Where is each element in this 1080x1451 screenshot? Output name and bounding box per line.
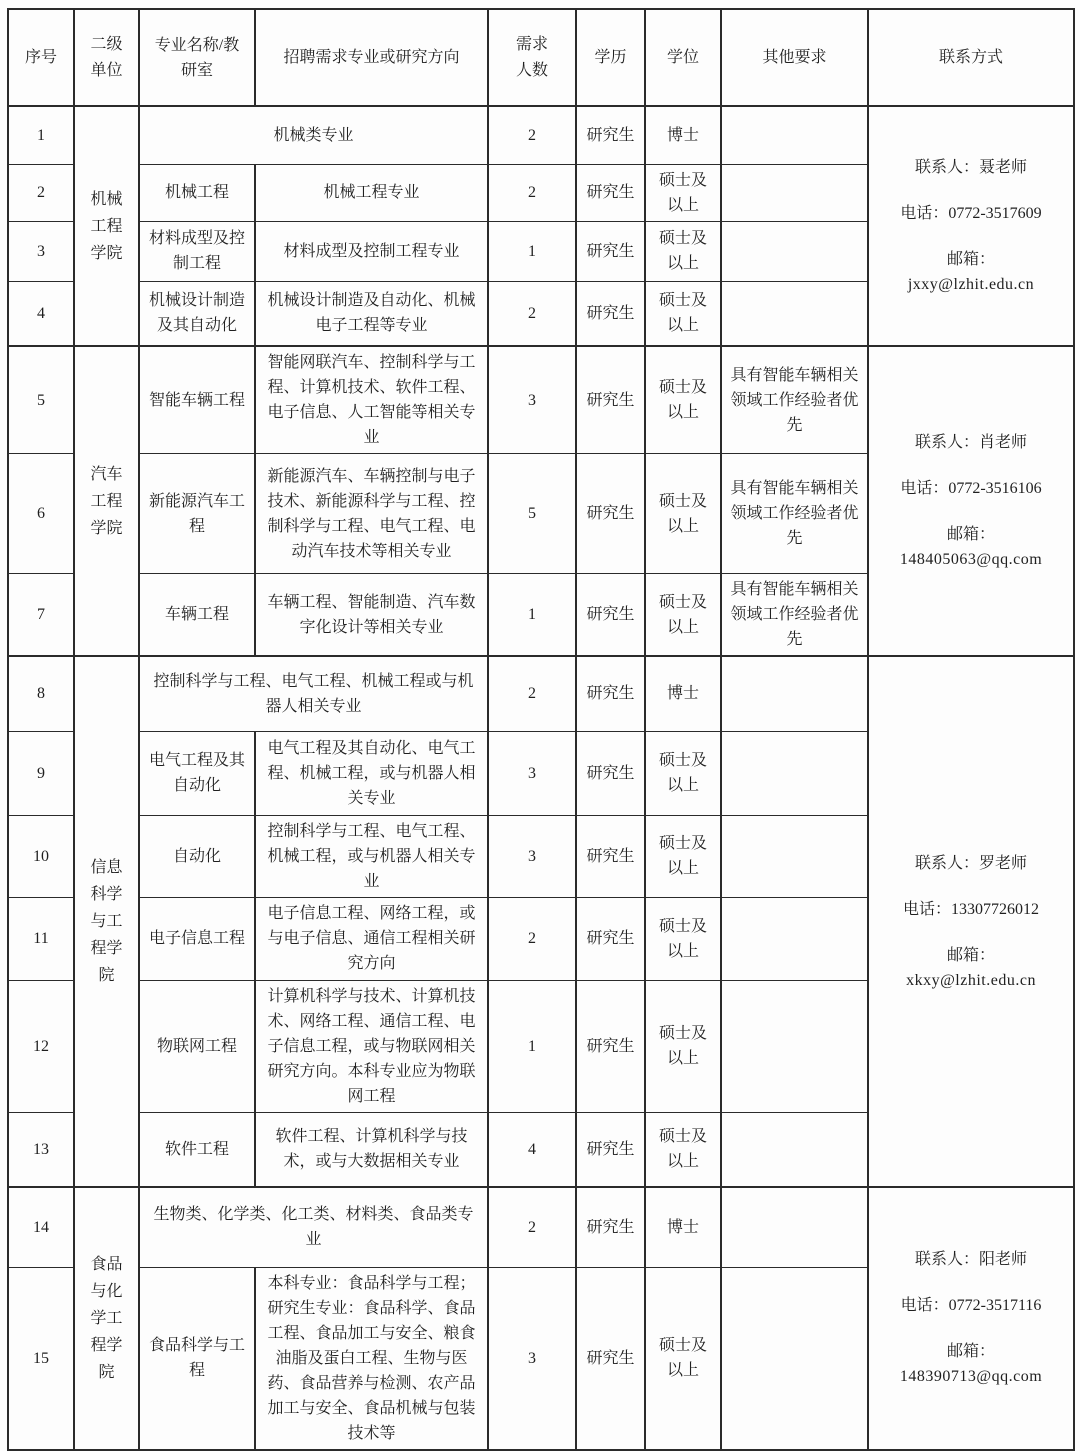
cell-serial: 15 — [8, 1267, 74, 1450]
cell-degree: 硕士及以上 — [645, 1267, 721, 1450]
cell-major: 软件工程、计算机科学与技术，或与大数据相关专业 — [255, 1112, 488, 1187]
cell-degree: 硕士及以上 — [645, 897, 721, 980]
cell-count: 3 — [488, 346, 576, 454]
cell-other — [721, 1267, 868, 1450]
table-row — [8, 1187, 1074, 1267]
cell-other — [721, 1187, 868, 1267]
cell-serial: 8 — [8, 656, 74, 731]
cell-other — [721, 106, 868, 164]
cell-degree: 硕士及以上 — [645, 731, 721, 815]
cell-education: 研究生 — [576, 574, 645, 657]
contact-mail: xkxy@lzhit.edu.cn — [906, 971, 1036, 989]
cell-degree: 硕士及以上 — [645, 346, 721, 454]
cell-contact — [868, 106, 1074, 346]
cell-major: 材料成型及控制工程专业 — [255, 221, 488, 281]
table-row — [8, 346, 1074, 454]
contact-mail: 148390713@qq.com — [899, 1368, 1043, 1386]
cell-major: 智能网联汽车、控制科学与工程、计算机技术、软件工程、电子信息、人工智能等相关专业 — [255, 346, 488, 454]
cell-major: 电气工程及其自动化、电气工程、机械工程，或与机器人相关专业 — [255, 731, 488, 815]
contact-phone: 电话：0772-3516106 — [900, 480, 1042, 497]
cell-count: 1 — [488, 574, 576, 657]
header-no: 序号 — [8, 9, 74, 106]
cell-serial: 2 — [8, 164, 74, 221]
cell-count: 5 — [488, 454, 576, 574]
header-contact: 联系方式 — [868, 9, 1074, 106]
cell-serial: 9 — [8, 731, 74, 815]
cell-degree: 博士 — [645, 656, 721, 731]
cell-count: 3 — [488, 1267, 576, 1450]
cell-count: 2 — [488, 106, 576, 164]
cell-major: 本科专业：食品科学与工程；研究生专业：食品科学、食品工程、食品加工与安全、粮食油脂及蛋白工程、生物与医药、食品营养与检测、农产品加工与安全、食品机械与包装技术等 — [255, 1267, 488, 1450]
cell-education: 研究生 — [576, 281, 645, 346]
contact-person: 联系人：罗老师 — [914, 854, 1027, 872]
cell-education: 研究生 — [576, 454, 645, 574]
cell-other: 具有智能车辆相关领域工作经验者优先 — [721, 346, 868, 454]
cell-serial: 13 — [8, 1112, 74, 1187]
cell-other: 具有智能车辆相关领域工作经验者优先 — [721, 574, 868, 657]
cell-major: 机械工程专业 — [255, 164, 488, 221]
cell-degree: 硕士及以上 — [645, 980, 721, 1112]
contact-phone: 电话：0772-3517609 — [900, 205, 1042, 222]
cell-education: 研究生 — [576, 1267, 645, 1450]
cell-office: 新能源汽车工程 — [139, 454, 255, 574]
unit-name: 机械工程学院 — [90, 190, 123, 262]
cell-serial: 11 — [8, 897, 74, 980]
cell-degree: 硕士及以上 — [645, 574, 721, 657]
cell-office: 电子信息工程 — [139, 897, 255, 980]
cell-other — [721, 164, 868, 221]
cell-count: 4 — [488, 1112, 576, 1187]
header-office: 专业名称/教研室 — [139, 9, 255, 106]
cell-count: 2 — [488, 281, 576, 346]
cell-contact — [868, 346, 1074, 656]
contact-phone: 电话：0772-3517116 — [900, 1297, 1042, 1315]
cell-degree: 硕士及以上 — [645, 281, 721, 346]
cell-serial: 10 — [8, 815, 74, 897]
cell-degree: 硕士及以上 — [645, 164, 721, 221]
header-count — [488, 9, 576, 106]
cell-degree: 硕士及以上 — [645, 454, 721, 574]
cell-contact — [868, 656, 1074, 1187]
cell-degree: 硕士及以上 — [645, 1112, 721, 1187]
cell-education: 研究生 — [576, 164, 645, 221]
contact-person: 联系人：阳老师 — [914, 1251, 1027, 1269]
cell-education: 研究生 — [576, 897, 645, 980]
cell-major: 机械类专业 — [139, 106, 488, 164]
cell-degree: 硕士及以上 — [645, 815, 721, 897]
header-unit — [74, 9, 139, 106]
cell-education: 研究生 — [576, 106, 645, 164]
recruitment-table — [7, 8, 1075, 1451]
contact-mail-label: 邮箱： — [946, 946, 995, 964]
cell-serial: 3 — [8, 221, 74, 281]
cell-office: 车辆工程 — [139, 574, 255, 657]
cell-other — [721, 281, 868, 346]
cell-major: 电子信息工程、网络工程，或与电子信息、通信工程相关研究方向 — [255, 897, 488, 980]
cell-education: 研究生 — [576, 980, 645, 1112]
cell-major: 控制科学与工程、电气工程、机械工程，或与机器人相关专业 — [255, 815, 488, 897]
unit-name: 食品与化学工程学院 — [90, 1255, 123, 1381]
cell-contact — [868, 1187, 1074, 1450]
cell-major: 新能源汽车、车辆控制与电子技术、新能源科学与工程、控制科学与工程、电气工程、电动汽车技术等相关专业 — [255, 454, 488, 574]
cell-count: 2 — [488, 897, 576, 980]
cell-education: 研究生 — [576, 1187, 645, 1267]
cell-education: 研究生 — [576, 656, 645, 731]
cell-office: 智能车辆工程 — [139, 346, 255, 454]
contact-mail-label: 邮箱： — [946, 1343, 995, 1361]
cell-degree: 博士 — [645, 106, 721, 164]
cell-serial: 5 — [8, 346, 74, 454]
cell-education: 研究生 — [576, 346, 645, 454]
cell-other — [721, 1112, 868, 1187]
cell-major: 生物类、化学类、化工类、材料类、食品类专业 — [139, 1187, 488, 1267]
contact-mail-label: 邮箱： — [946, 526, 995, 543]
table-row — [8, 656, 1074, 731]
cell-degree: 硕士及以上 — [645, 221, 721, 281]
header-count-label: 需求人数 — [515, 35, 548, 79]
header-unit-label: 二级单位 — [90, 35, 123, 79]
unit-name: 汽车工程学院 — [90, 465, 123, 537]
cell-major: 机械设计制造及自动化、机械电子工程等专业 — [255, 281, 488, 346]
contact-person: 联系人：肖老师 — [914, 434, 1027, 451]
cell-office: 机械工程 — [139, 164, 255, 221]
cell-serial: 1 — [8, 106, 74, 164]
cell-count: 1 — [488, 221, 576, 281]
cell-other — [721, 897, 868, 980]
cell-unit — [74, 346, 139, 656]
cell-unit — [74, 656, 139, 1187]
unit-name: 信息科学与工程学院 — [90, 859, 123, 984]
cell-serial: 12 — [8, 980, 74, 1112]
cell-count: 3 — [488, 815, 576, 897]
cell-office: 软件工程 — [139, 1112, 255, 1187]
cell-serial: 7 — [8, 574, 74, 657]
cell-office: 自动化 — [139, 815, 255, 897]
cell-office: 电气工程及其自动化 — [139, 731, 255, 815]
header-degree: 学位 — [645, 9, 721, 106]
cell-count: 3 — [488, 731, 576, 815]
cell-other — [721, 221, 868, 281]
contact-person: 联系人：聂老师 — [914, 159, 1027, 176]
cell-unit — [74, 1187, 139, 1450]
cell-other — [721, 731, 868, 815]
cell-serial: 14 — [8, 1187, 74, 1267]
cell-count: 1 — [488, 980, 576, 1112]
cell-education: 研究生 — [576, 815, 645, 897]
cell-office: 材料成型及控制工程 — [139, 221, 255, 281]
cell-office: 食品科学与工程 — [139, 1267, 255, 1450]
header-education: 学历 — [576, 9, 645, 106]
cell-degree: 博士 — [645, 1187, 721, 1267]
header-row — [8, 9, 1074, 106]
contact-mail: jxxy@lzhit.edu.cn — [907, 276, 1035, 293]
cell-major: 计算机科学与技术、计算机技术、网络工程、通信工程、电子信息工程，或与物联网相关研究方向。本科专业应为物联网工程 — [255, 980, 488, 1112]
contact-mail: 148405063@qq.com — [899, 551, 1043, 568]
cell-education: 研究生 — [576, 731, 645, 815]
cell-office: 物联网工程 — [139, 980, 255, 1112]
cell-count: 2 — [488, 656, 576, 731]
cell-count: 2 — [488, 1187, 576, 1267]
cell-other — [721, 980, 868, 1112]
cell-education: 研究生 — [576, 1112, 645, 1187]
cell-other: 具有智能车辆相关领域工作经验者优先 — [721, 454, 868, 574]
header-major: 招聘需求专业或研究方向 — [255, 9, 488, 106]
cell-office: 机械设计制造及其自动化 — [139, 281, 255, 346]
cell-other — [721, 656, 868, 731]
cell-major: 车辆工程、智能制造、汽车数字化设计等相关专业 — [255, 574, 488, 657]
cell-serial: 4 — [8, 281, 74, 346]
header-other: 其他要求 — [721, 9, 868, 106]
cell-major: 控制科学与工程、电气工程、机械工程或与机器人相关专业 — [139, 656, 488, 731]
contact-phone: 电话：13307726012 — [902, 900, 1039, 918]
cell-count: 2 — [488, 164, 576, 221]
cell-unit — [74, 106, 139, 346]
cell-other — [721, 815, 868, 897]
table-row — [8, 106, 1074, 164]
cell-education: 研究生 — [576, 221, 645, 281]
contact-mail-label: 邮箱： — [946, 251, 995, 268]
cell-serial: 6 — [8, 454, 74, 574]
